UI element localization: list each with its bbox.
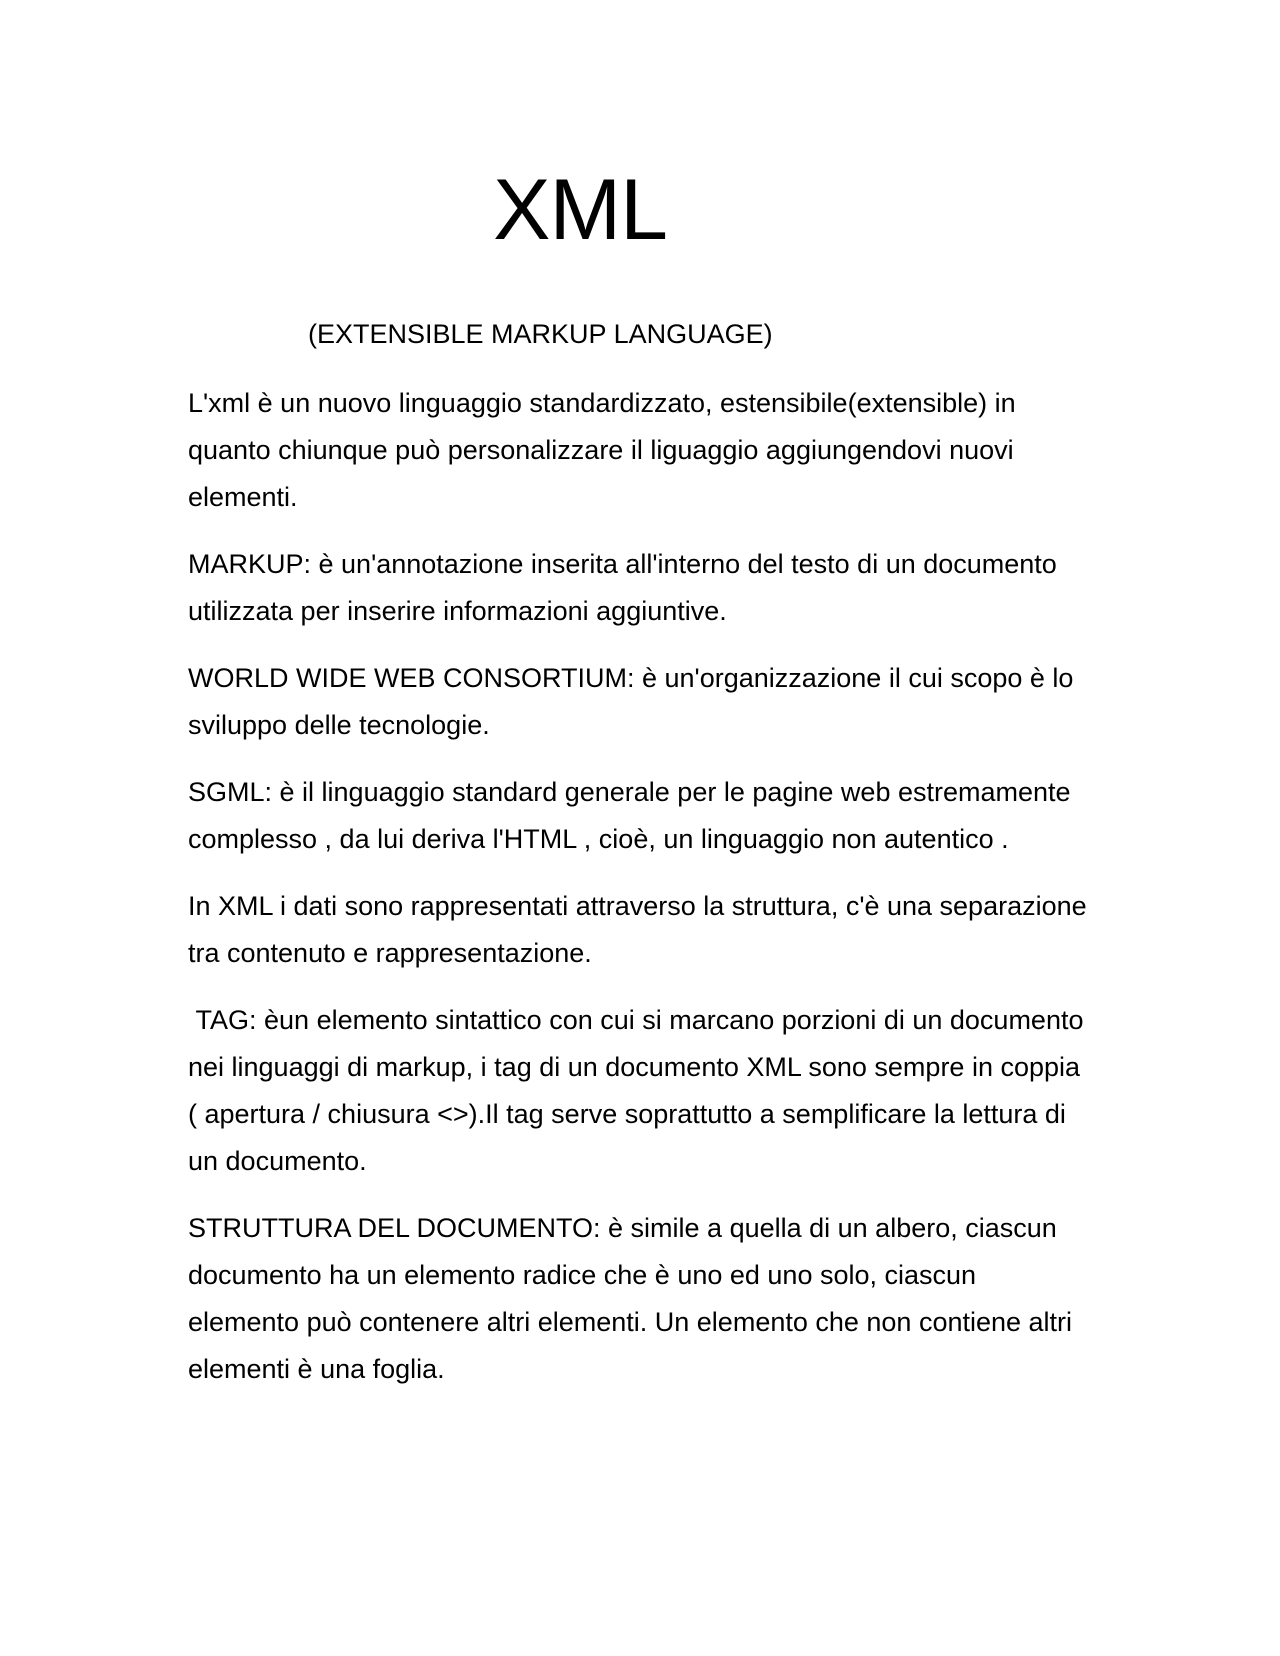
document-title: XML: [493, 162, 667, 258]
paragraph-intro: L'xml è un nuovo linguaggio standardizzato, estensibile(extensible) in quanto chiunque può personalizzare il liguaggio aggiungendovi nuovi elementi.: [188, 388, 1024, 512]
document-body: [188, 380, 1095, 1413]
document-subtitle: (EXTENSIBLE MARKUP LANGUAGE): [308, 319, 773, 349]
paragraph-markup: MARKUP: è un'annotazione inserita all'interno del testo di un documento utilizzata per inserire informazioni aggiuntive.: [188, 549, 1065, 626]
paragraph-data-structure: In XML i dati sono rappresentati attraverso la struttura, c'è una separazione tra contenuto e rappresentazione.: [188, 891, 1095, 968]
paragraph-w3c: WORLD WIDE WEB CONSORTIUM: è un'organizzazione il cui scopo è lo sviluppo delle tecnologie.: [188, 663, 1081, 740]
paragraph-tag: TAG: èun elemento sintattico con cui si marcano porzioni di un documento nei linguaggi di markup, i tag di un documento XML sono sempre in coppia ( apertura / chiusura <>).Il tag serve soprattutto a semplificare la lettura di un documento.: [188, 1005, 1091, 1176]
paragraph-sgml: SGML: è il linguaggio standard generale per le pagine web estremamente complesso , da lui deriva l'HTML , cioè, un linguaggio non autentico .: [188, 777, 1079, 854]
paragraph-document-structure: STRUTTURA DEL DOCUMENTO: è simile a quella di un albero, ciascun documento ha un elemento radice che è uno ed uno solo, ciascun elemento può contenere altri elementi. Un elemento che non contiene altri elementi è una foglia.: [188, 1213, 1080, 1384]
